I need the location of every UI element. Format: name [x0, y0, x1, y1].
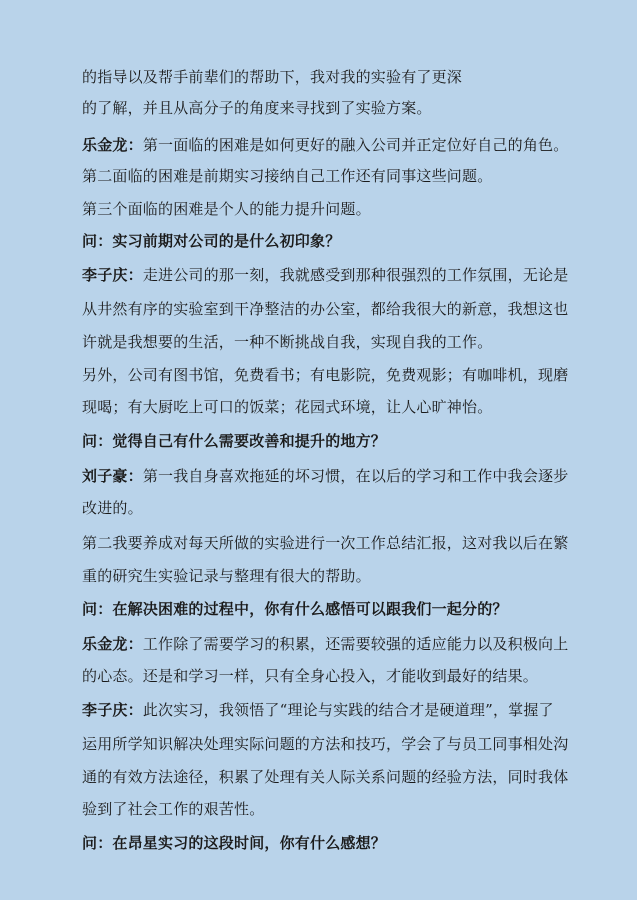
line-text: 的指导以及帮手前辈们的帮助下，我对我的实验有了更深 — [82, 68, 463, 86]
line-text: 通的有效方法途径，积累了处理有关人际关系问题的经验方法，同时我体 — [82, 768, 569, 786]
question-heading — [82, 231, 562, 251]
line-text: 运用所学知识解决处理实际问题的方法和技巧，学会了与员工同事相处沟 — [82, 735, 569, 753]
answer-text: 工作除了需要学习的积累，还需要较强的适应能力以及积极向上 — [142, 635, 569, 653]
text-line — [82, 397, 562, 417]
question-heading — [82, 833, 562, 853]
answer-text: 第一面临的困难是如何更好的融入公司并正定位好自己的角色。 — [142, 136, 569, 154]
text-line — [82, 166, 562, 186]
question-text: 问：觉得自己有什么需要改善和提升的地方？ — [82, 432, 387, 450]
text-line — [82, 566, 562, 586]
question-heading — [82, 599, 562, 619]
text-line — [82, 98, 562, 118]
text-line — [82, 67, 562, 87]
question-text: 问：在解决困难的过程中，你有什么感悟可以跟我们一起分的？ — [82, 600, 508, 618]
speaker-name: 乐金龙： — [82, 136, 143, 154]
text-line — [82, 666, 562, 686]
line-text: 重的研究生实验记录与整理有很大的帮助。 — [82, 567, 371, 585]
answer-paragraph — [82, 135, 569, 155]
answer-text: 第一我自身喜欢拖延的坏习惯，在以后的学习和工作中我会逐步 — [142, 467, 569, 485]
answer-text: 此次实习，我领悟了“理论与实践的结合才是硬道理”，掌握了 — [142, 701, 554, 719]
question-text: 问：实习前期对公司的是什么初印象？ — [82, 232, 341, 250]
question-heading — [82, 431, 562, 451]
text-line — [82, 498, 562, 518]
answer-paragraph — [82, 466, 569, 486]
line-text: 第三个面临的困难是个人的能力提升问题。 — [82, 200, 371, 218]
answer-paragraph — [82, 700, 562, 720]
line-text: 的了解，并且从高分子的角度来寻找到了实验方案。 — [82, 99, 432, 117]
text-line — [82, 799, 562, 819]
line-text: 另外，公司有图书馆，免费看书；有电影院，免费观影；有咖啡机，现磨 — [82, 366, 569, 384]
text-line — [82, 332, 562, 352]
line-text: 第二我要养成对每天所做的实验进行一次工作总结汇报，这对我以后在繁 — [82, 534, 569, 552]
text-line — [82, 734, 569, 754]
text-line — [82, 299, 569, 319]
line-text: 许就是我想要的生活，一种不断挑战自我，实现自我的工作。 — [82, 333, 493, 351]
answer-text: 走进公司的那一刻，我就感受到那种很强烈的工作氛围，无论是 — [142, 266, 569, 284]
line-text: 验到了社会工作的艰苦性。 — [82, 800, 265, 818]
question-text: 问：在昂星实习的这段时间，你有什么感想？ — [82, 834, 387, 852]
line-text: 从井然有序的实验室到干净整洁的办公室，都给我很大的新意，我想这也 — [82, 300, 569, 318]
line-text: 的心态。还是和学习一样，只有全身心投入，才能收到最好的结果。 — [82, 667, 539, 685]
line-text: 第二面临的困难是前期实习接纳自己工作还有同事这些问题。 — [82, 167, 493, 185]
answer-paragraph — [82, 265, 569, 285]
text-line — [82, 767, 569, 787]
speaker-name: 乐金龙： — [82, 635, 143, 653]
line-text: 现喝；有大厨吃上可口的饭菜；花园式环境，让人心旷神怡。 — [82, 398, 493, 416]
answer-paragraph — [82, 634, 569, 654]
text-line — [82, 533, 569, 553]
text-line — [82, 199, 562, 219]
speaker-name: 刘子豪： — [82, 467, 143, 485]
speaker-name: 李子庆： — [82, 701, 143, 719]
speaker-name: 李子庆： — [82, 266, 143, 284]
line-text: 改进的。 — [82, 499, 143, 517]
text-line — [82, 365, 569, 385]
